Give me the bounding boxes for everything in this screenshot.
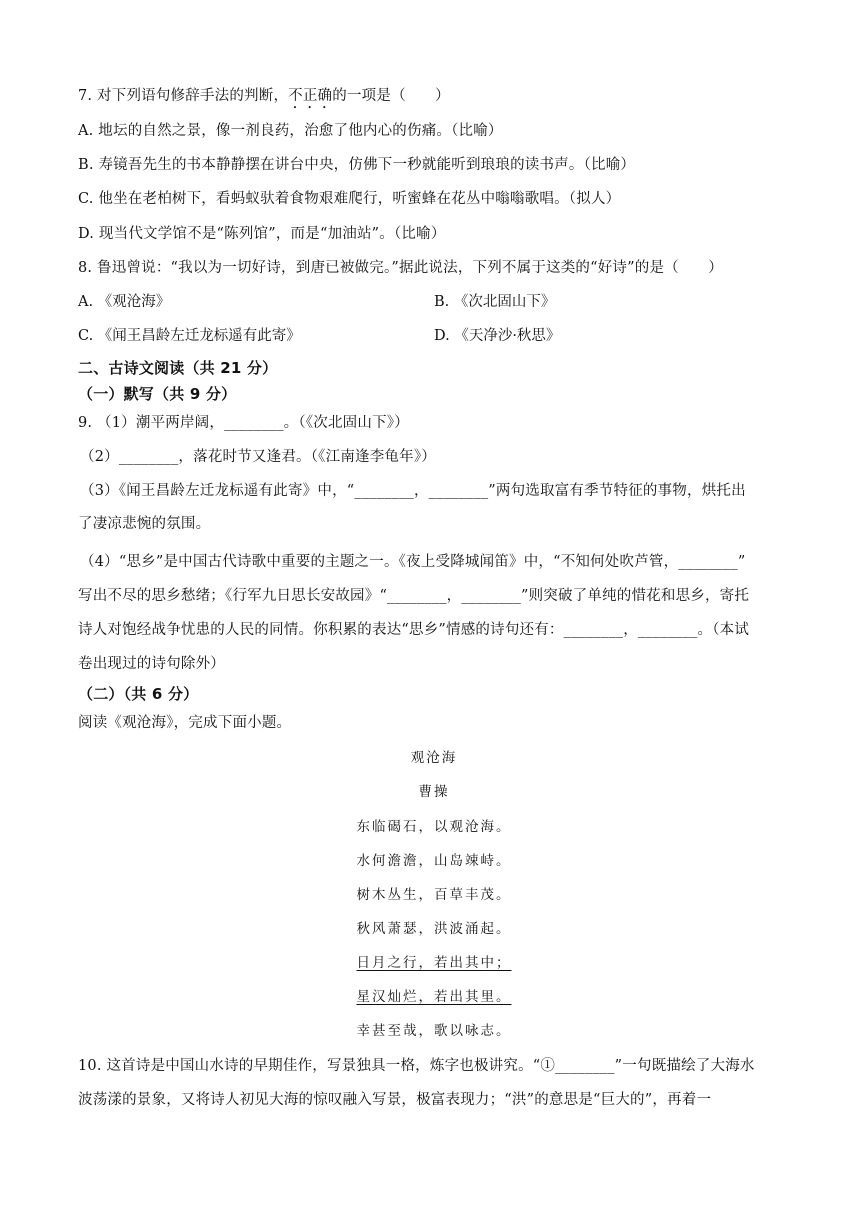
poem-line-2: 水何澹澹，山岛竦峙。: [356, 853, 512, 869]
q9-1: 9. （1）潮平两岸阔，________。（《次北固山下》）: [78, 415, 409, 431]
q7-stem: [78, 86, 450, 112]
q9-4c: 诗人对饱经战争忧患的人民的同情。你积累的表达“思乡”情感的诗句还有：________，________。（本试: [78, 622, 750, 638]
poem-title: 观沧海: [410, 750, 458, 766]
q8-option-b: B. 《次北固山下》: [434, 294, 556, 310]
section-title: 二、古诗文阅读（共 21 分）: [78, 359, 278, 377]
q10-line-2: 波荡漾的景象，又将诗人初见大海的惊叹融入写景，极富表现力；“洪”的意思是“巨大的”，再着一: [78, 1092, 712, 1108]
subsection-title-2: （二）（共 6 分）: [78, 685, 199, 703]
q9-4a: （4）“思乡”是中国古代诗歌中重要的主题之一。《夜上受降城闻笛》中，“不知何处吹芦管，________”: [80, 554, 746, 570]
q7-stem-emphasis: 不正确: [288, 88, 333, 104]
q7-stem-pre: 7. 对下列语句修辞手法的判断，: [78, 88, 289, 104]
q8-option-a: A. 《观沧海》: [78, 294, 171, 310]
poem-line-5-text: 日月之行，若出其中；: [356, 955, 512, 971]
q7-option-d: D. 现当代文学馆不是“陈列馆”，而是“加油站”。（比喻）: [78, 226, 446, 242]
q9-4d: 卷出现过的诗句除外）: [78, 656, 225, 672]
poem-line-6: [0, 987, 868, 1007]
poem-line-6-text: 星汉灿烂，若出其里。: [356, 989, 512, 1005]
q9-3b: 了凄凉悲惋的氛围。: [78, 516, 211, 532]
reading-instruction: 阅读《观沧海》，完成下面小题。: [78, 715, 292, 731]
q10-line-1: 10. 这首诗是中国山水诗的早期佳作，写景独具一格，炼字也极讲究。“①________”一句既描绘了大海水: [78, 1058, 755, 1074]
poem-line-5: [0, 953, 868, 973]
q8-stem: 8. 鲁迅曾说：“我以为一切好诗，到唐已被做完。”据此说法，下列不属于这类的“好诗”的是（ ）: [78, 260, 723, 276]
subsection-title-1: （一）默写（共 9 分）: [78, 385, 237, 403]
poem-author: 曹操: [418, 784, 450, 800]
poem-line-3: 树木丛生，百草丰茂。: [356, 887, 512, 903]
q9-2: （2）________，落花时节又逢君。（《江南逢李龟年》）: [80, 449, 436, 465]
q9-3a: （3）《闻王昌龄左迁龙标遥有此寄》中，“________，________”两句选取富有季节特征的事物，烘托出: [80, 483, 746, 499]
q9-4b: 写出不尽的思乡愁绪；《行军九日思长安故园》“________，________”则突破了单纯的惜花和思乡，寄托: [78, 588, 750, 604]
q7-option-b: B. 寿镜吾先生的书本静静摆在讲台中央，仿佛下一秒就能听到琅琅的读书声。（比喻）: [78, 157, 636, 173]
q7-stem-post: 的一项是（ ）: [332, 88, 450, 104]
poem-line-1: 东临碣石，以观沧海。: [356, 819, 512, 835]
q8-option-d: D. 《天净沙·秋思》: [434, 328, 561, 344]
q7-option-a: A. 地坛的自然之景，像一剂良药，治愈了他内心的伤痛。（比喻）: [78, 123, 503, 139]
poem-line-7: 幸甚至哉，歌以咏志。: [356, 1023, 512, 1039]
poem-line-4: 秋风萧瑟，洪波涌起。: [356, 921, 512, 937]
q8-option-c: C. 《闻王昌龄左迁龙标遥有此寄》: [78, 328, 301, 344]
q7-option-c: C. 他坐在老柏树下，看蚂蚁驮着食物艰难爬行，听蜜蜂在花丛中嗡嗡歌唱。（拟人）: [78, 191, 621, 207]
